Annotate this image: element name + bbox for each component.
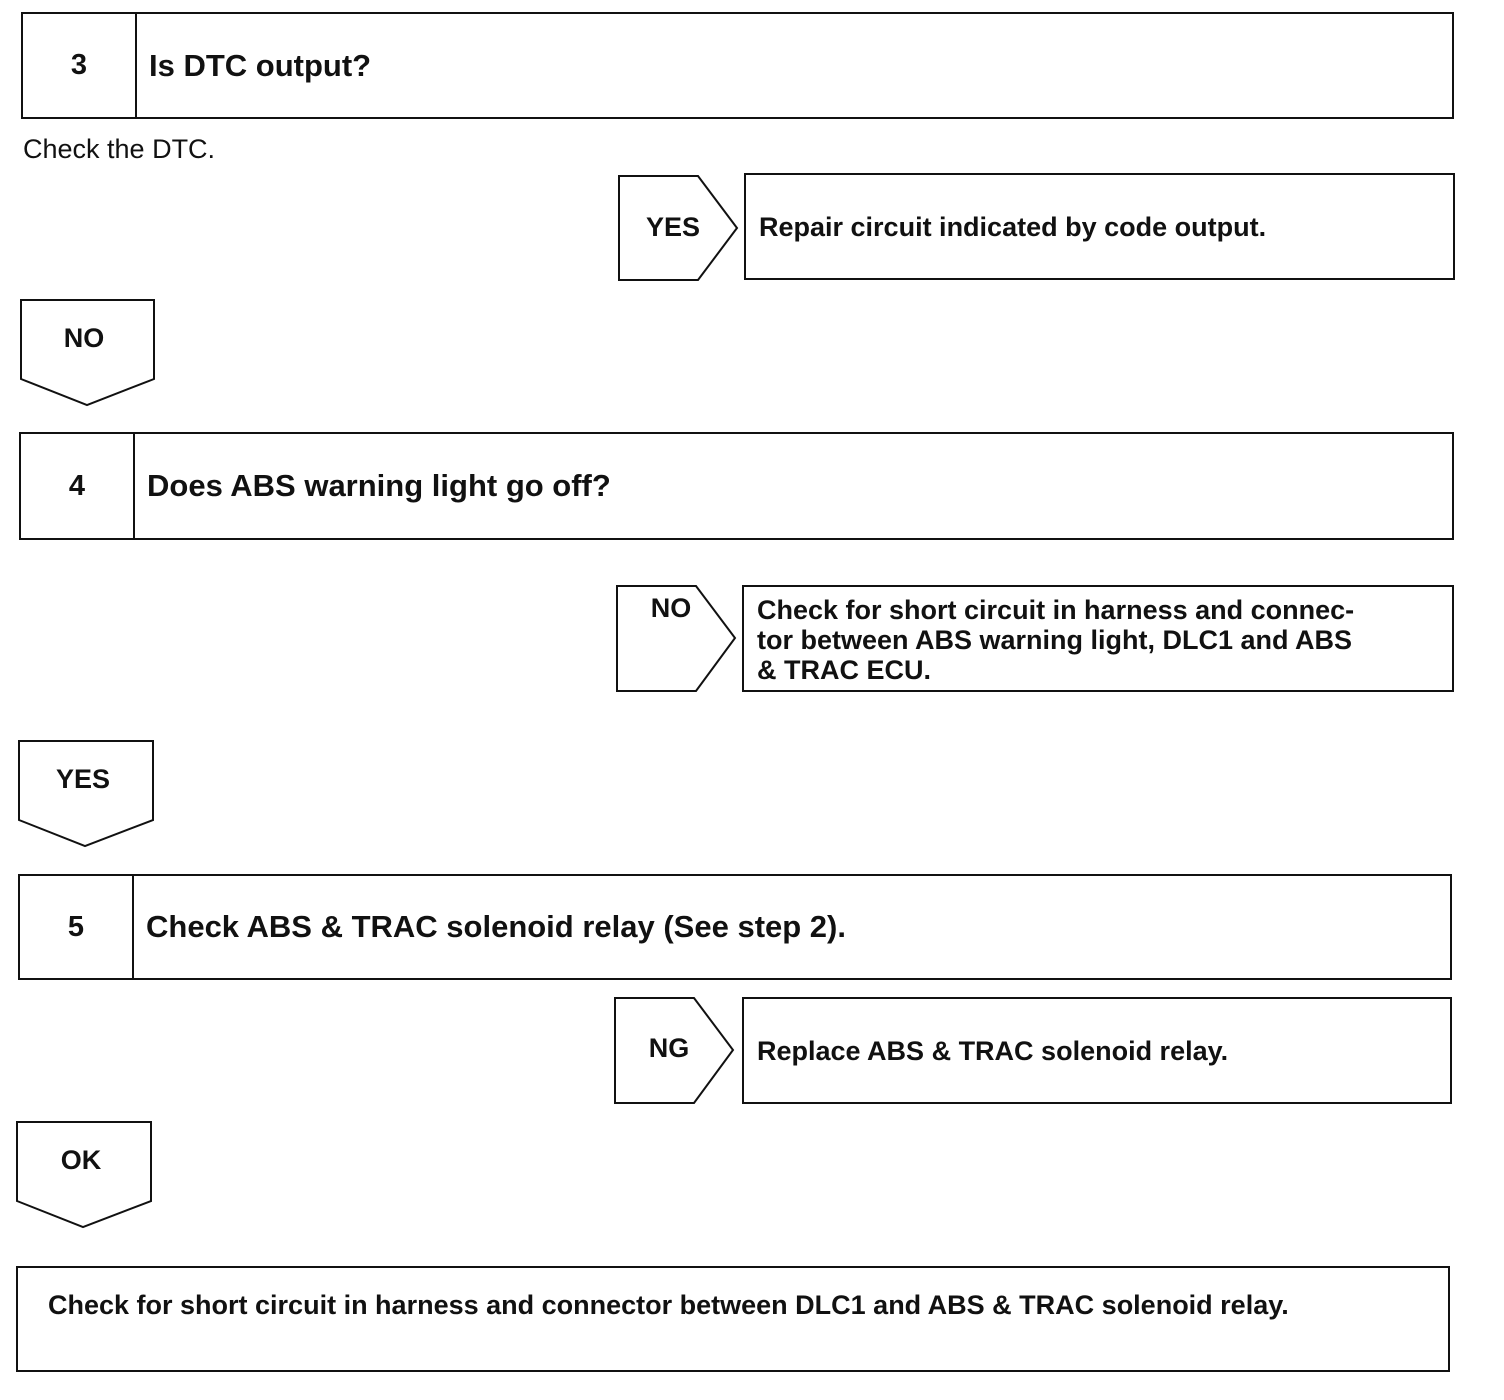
step-5-box xyxy=(18,874,1452,980)
step-5-number: 5 xyxy=(20,876,134,978)
step-5-ok-arrow xyxy=(16,1121,153,1229)
step-3-no-label: NO xyxy=(63,323,105,353)
step-5-ng-arrow xyxy=(614,997,736,1104)
step-3-no-arrow xyxy=(20,299,156,407)
step-4-no-label: NO xyxy=(650,593,692,623)
step-3-number: 3 xyxy=(23,14,137,117)
step-5-title: Check ABS & TRAC solenoid relay (See step 2). xyxy=(146,909,846,944)
step-5-ok-label: OK xyxy=(60,1145,102,1175)
final-action-box: Check for short circuit in harness and connector between DLC1 and ABS & TRAC solenoid relay. xyxy=(16,1266,1450,1372)
step-3-note: Check the DTC. xyxy=(23,134,216,164)
step-5-ng-label: NG xyxy=(648,1033,690,1063)
step-4-no-result-line-2: tor between ABS warning light, DLC1 and ABS xyxy=(757,625,1353,655)
step-4-box xyxy=(19,432,1454,540)
step-4-title: Does ABS warning light go off? xyxy=(147,468,611,503)
step-3-yes-result: Repair circuit indicated by code output. xyxy=(744,173,1455,280)
step-4-no-result xyxy=(742,585,1454,692)
step-5-ng-result: Replace ABS & TRAC solenoid relay. xyxy=(742,997,1452,1104)
step-3-title: Is DTC output? xyxy=(149,47,372,83)
step-3-yes-arrow xyxy=(618,175,740,281)
step-4-yes-arrow xyxy=(18,740,155,848)
step-4-no-result-line-3: & TRAC ECU. xyxy=(757,655,931,685)
step-4-no-result-line-1: Check for short circuit in harness and connec- xyxy=(757,595,1355,625)
step-3-yes-label: YES xyxy=(645,212,701,242)
step-4-number: 4 xyxy=(21,434,135,538)
step-4-yes-label: YES xyxy=(55,764,111,794)
step-4-no-arrow xyxy=(616,585,738,692)
step-3-box xyxy=(21,12,1454,119)
